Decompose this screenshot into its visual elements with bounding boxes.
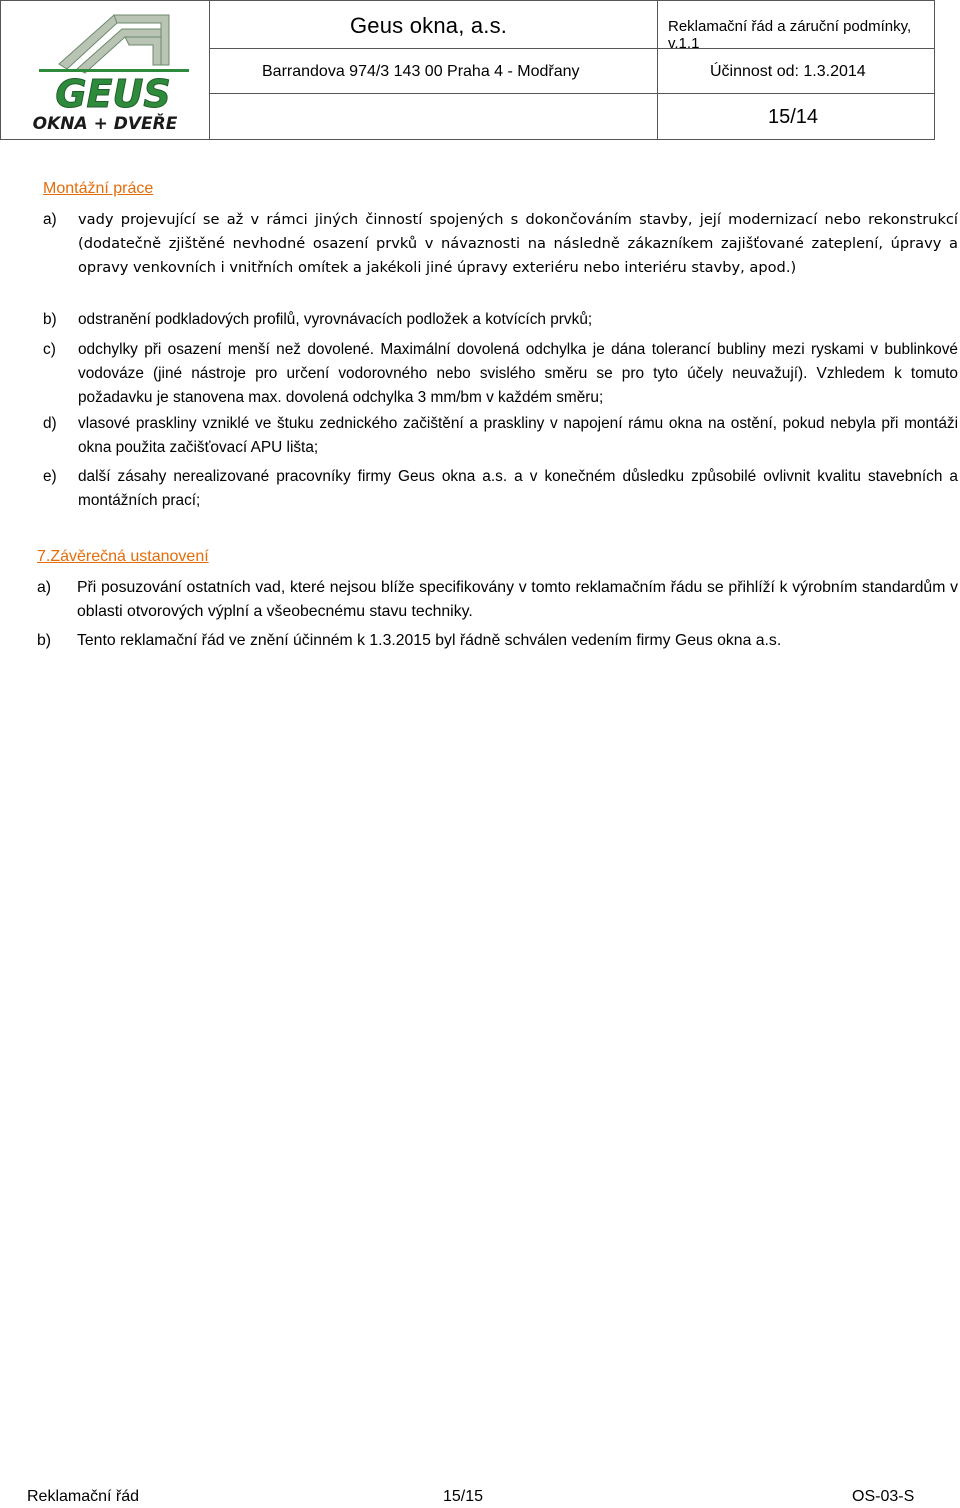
list-text: Při posuzování ostatních vad, které nejsou blíže specifikovány v tomto reklamačním řádu se přihlíží k výrobním standardům v oblasti otvorových výplní a všeobecnému stavu techniky. (77, 579, 958, 620)
document-header (0, 0, 935, 140)
list-marker: e) (43, 468, 57, 485)
list-item (37, 629, 958, 653)
logo-brand: GEUS (55, 72, 171, 116)
header-row-company (210, 1, 934, 52)
list-text: vady projevující se až v rámci jiných činností spojených s dokončováním stavby, její modernizací nebo rekonstrukcí (dodatečně zjištěné nevhodné osazení prvků v návaznosti na následně zákazníkem zajišťované zateplení, úpravy a opravy venkovních i vnitřních omítek a jakékoli jiné úpravy exteriéru nebo interiéru stavby, apod.) (78, 211, 958, 276)
page-number-header: 15/14 (768, 106, 819, 128)
list-marker: b) (37, 632, 52, 649)
list-item (43, 308, 958, 332)
list-item (37, 576, 958, 624)
list-item (43, 338, 958, 410)
list-item (43, 465, 958, 513)
logo-tagline: OKNA + DVEŘE (32, 114, 178, 133)
geus-logo-icon (19, 9, 199, 133)
header-row-page (210, 94, 934, 139)
list-item (43, 412, 958, 460)
list-text: odstranění podkladových profilů, vyrovnávacích podložek a kotvících prvků; (78, 311, 593, 328)
list-marker: a) (43, 211, 57, 228)
footer-page-number: 15/15 (443, 1488, 484, 1505)
list-marker: b) (43, 311, 57, 328)
company-address: Barrandova 974/3 143 00 Praha 4 - Modřany (262, 63, 580, 80)
section-title-montazni: Montážní práce (43, 180, 154, 197)
list-item (43, 208, 958, 280)
header-row-address (210, 49, 934, 94)
logo-cell (1, 1, 210, 139)
list-text: odchylky při osazení menší než dovolené. Maximální dovolená odchylka je dána tolerancí bubliny mezi ryskami v bublinkové vodováze (jiné nástroje pro určení vodorovného nebo svislého směru se pro tyto účely neuvažují). Vzhledem k tomuto požadavku je stanovena max. dovolená odchylka 3 mm/bm v každém směru; (78, 341, 958, 406)
header-divider (657, 1, 658, 139)
section-title-zaverecna: 7.Závěrečná ustanovení (37, 548, 209, 565)
company-name: Geus okna, a.s. (350, 13, 508, 38)
list-text: další zásahy nerealizované pracovníky firmy Geus okna a.s. a v konečném důsledku způsobilé ovlivnit kvalitu stavebních a montážních prací; (78, 468, 958, 509)
list-text: Tento reklamační řád ve znění účinném k 1.3.2015 byl řádně schválen vedením firmy Geus okna a.s. (77, 632, 782, 649)
effective-date: Účinnost od: 1.3.2014 (710, 63, 866, 80)
document-title: Reklamační řád a záruční podmínky, v.1.1 (668, 18, 912, 52)
list-text: vlasové praskliny vzniklé ve štuku zednického začištění a praskliny v napojení rámu okna na ostění, pokud nebyla při montáži okna použita začišťovací APU lišta; (78, 415, 958, 456)
footer-left: Reklamační řád (27, 1488, 140, 1505)
list-marker: c) (43, 341, 56, 358)
list-marker: a) (37, 579, 52, 596)
footer-doc-code: OS-03-S (852, 1488, 915, 1505)
list-marker: d) (43, 415, 57, 432)
